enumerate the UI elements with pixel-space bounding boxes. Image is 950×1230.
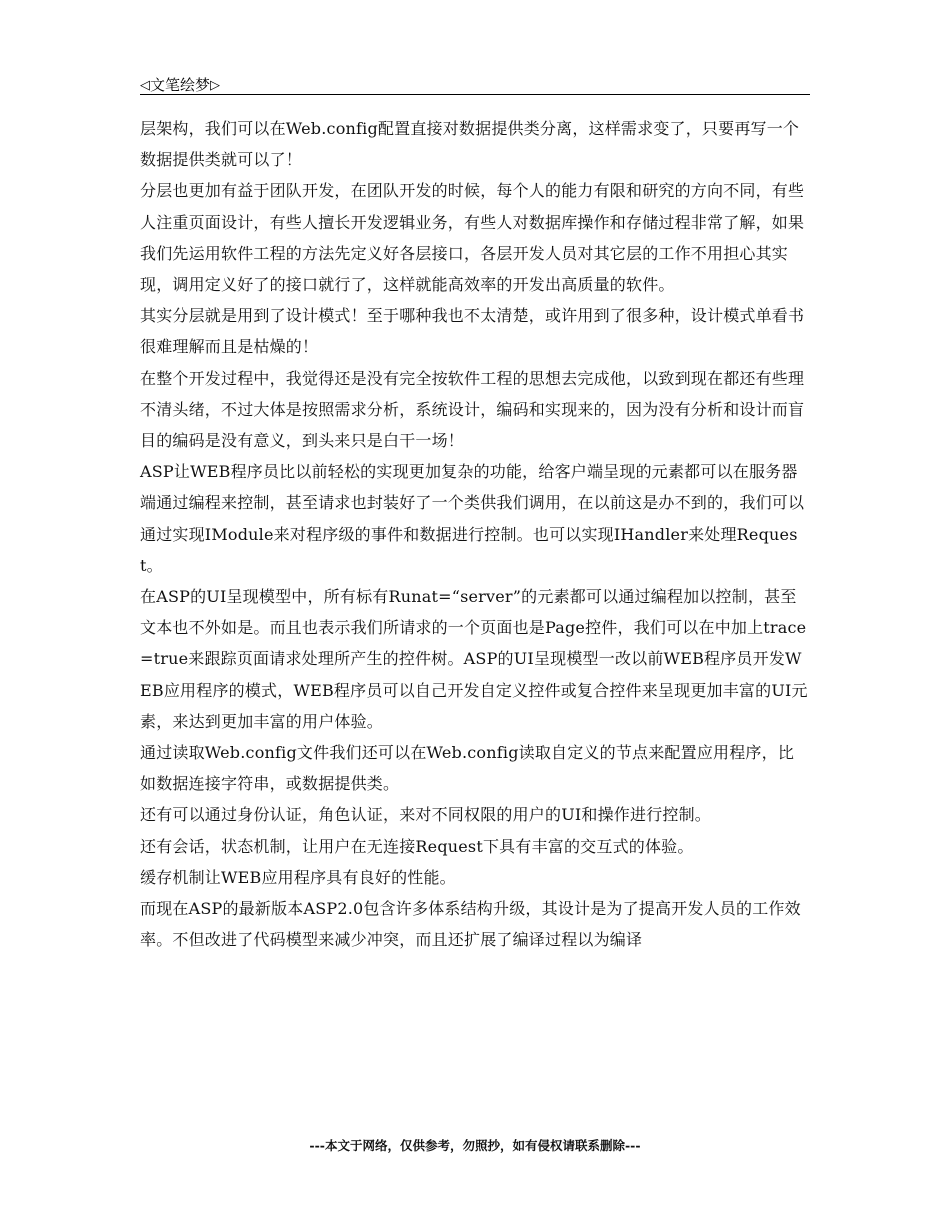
paragraph: ASP让WEB程序员比以前轻松的实现更加复杂的功能，给客户端呈现的元素都可以在服务器端通过编程来控制，甚至请求也封装好了一个类供我们调用，在以前这是办不到的，我们可以通过实现IModule来对程序级的事件和数据进行控制。也可以实现IHandler来处理Request。: [140, 462, 805, 575]
paragraph: 还有可以通过身份认证，角色认证，来对不同权限的用户的UI和操作进行控制。: [140, 805, 712, 825]
left-triangle-icon: ◁: [140, 78, 150, 93]
paragraph: 在ASP的UI呈现模型中，所有标有Runat=“server”的元素都可以通过编程加以控制，甚至文本也不外如是。而且也表示我们所请求的一个页面也是Page控件，我们可以在中加上trace=true来跟踪页面请求处理所产生的控件树。ASP的UI呈现模型一改以前WEB程序员开发WEB应用程序的模式，WEB程序员可以自己开发自定义控件或复合控件来呈现更加丰富的UI元素，来达到更加丰富的用户体验。: [140, 587, 808, 731]
header-title: 文笔绘梦: [150, 76, 211, 94]
paragraph: 缓存机制让WEB应用程序具有良好的性能。: [140, 867, 456, 887]
paragraph: 在整个开发过程中，我觉得还是没有完全按软件工程的思想去完成他，以致到现在都还有些理不清头绪，不过大体是按照需求分析，系统设计，编码和实现来的，因为没有分析和设计而盲目的编码是没有意义，到头来只是白干一场！: [140, 368, 805, 451]
document-body: [140, 113, 810, 955]
paragraph: 而现在ASP的最新版本ASP2.0包含许多体系结构升级，其设计是为了提高开发人员的工作效率。不但改进了代码模型来减少冲突，而且还扩展了编译过程以为编译: [140, 899, 801, 950]
paragraph: 其实分层就是用到了设计模式！至于哪种我也不太清楚，或许用到了很多种，设计模式单看书很难理解而且是枯燥的！: [140, 306, 805, 357]
page-header: [140, 72, 810, 95]
right-triangle-icon: ▷: [210, 78, 221, 93]
paragraph: 通过读取Web.config文件我们还可以在Web.config读取自定义的节点来配置应用程序，比如数据连接字符串，或数据提供类。: [140, 743, 795, 794]
page-footer: ---本文于网络，仅供参考，勿照抄，如有侵权请联系删除---: [309, 1138, 641, 1153]
paragraph: 层架构，我们可以在Web.config配置直接对数据提供类分离，这样需求变了，只要再写一个数据提供类就可以了！: [140, 119, 800, 170]
paragraph: 分层也更加有益于团队开发，在团队开发的时候，每个人的能力有限和研究的方向不同，有些人注重页面设计，有些人擅长开发逻辑业务，有些人对数据库操作和存储过程非常了解，如果我们先运用软件工程的方法先定义好各层接口，各层开发人员对其它层的工作不用担心其实现，调用定义好了的接口就行了，这样就能高效率的开发出高质量的软件。: [140, 181, 805, 295]
paragraph: 还有会话，状态机制，让用户在无连接Request下具有丰富的交互式的体验。: [140, 836, 694, 856]
header-title-group: [140, 74, 220, 95]
